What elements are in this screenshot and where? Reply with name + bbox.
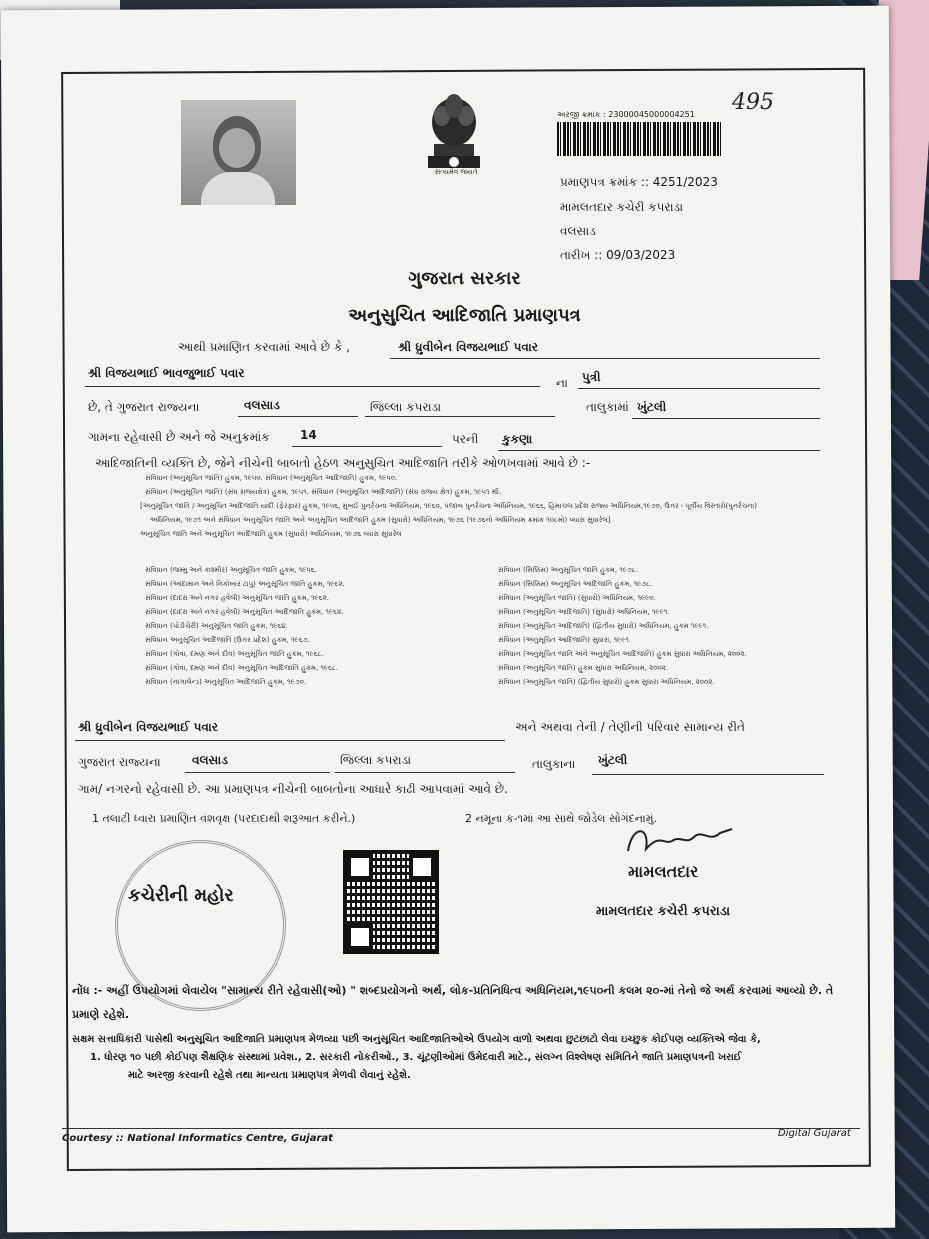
district-label: જિલ્લા કપરાડા xyxy=(370,400,442,414)
title-certificate: અનુસુચિત આદિજાતિ પ્રમાણપત્ર xyxy=(348,305,581,326)
order-right: સંવિધાન (અનુસૂચિત જાતિ) (સુધારો) અધિનિયમ, ૧૯૯૦. xyxy=(498,594,656,602)
serial-label: પરની xyxy=(452,432,479,446)
issue-date: તારીખ :: 09/03/2023 xyxy=(560,248,676,262)
note-text-2: પ્રમાણે રહેશે. xyxy=(72,1008,130,1021)
order-right: સંવિધાન (સિક્કિમ) અનુસૂચિત જાતિ હુકમ, ૧૯૭૮. xyxy=(498,566,638,574)
authority-item: 1. ધોરણ ૧૦ પછી કોઈપણ શૈક્ષણિક સંસ્થામાં પ્રવેશ., 2. સરકારી નોકરીઓ., 3. ચૂંટણીઓમાં ઉમેદવારી માટે., સંલગ્ન વિશ્લેષણ સમિતિને જાતિ પ્રમાણપત્રની ખરાઈ xyxy=(90,1052,742,1063)
handwritten-number: 495 xyxy=(732,90,774,115)
seal-label: કચેરીની મહોર xyxy=(128,885,234,906)
family-text: અને અથવા તેની / તેણીની પરિવાર સામાન્ય રીતે xyxy=(515,720,746,734)
person-name-2: શ્રી ધ્રુવીબેન વિજયભાઈ પવાર xyxy=(78,720,219,734)
order-line: સંવિધાન (અનુસૂચિત જાતિ) હુકમ, ૧૯૫૦. સંવિધાન (અનુસૂચિત આદિજાતિ) હુકમ, ૧૯૫૦. xyxy=(145,474,398,482)
order-left: સંવિધાન (દાદરા અને નગર હવેલી) અનુસૂચિત જાતિ હુકમ, ૧૯૬૨. xyxy=(145,594,329,602)
order-line: અનુસૂચિત જાતિ અને અનુસૂચિત આદિજાતિ હુકમ (સુધારો) અધિનિયમ, ૧૯૭૬ વ્યારા સુધારેલ xyxy=(140,530,402,538)
order-right: સંવિધાન (અનુસૂચિત આદિજાતિ) (સુધારો) અધિનિયમ, ૧૯૯૧. xyxy=(498,608,670,616)
signatory-office: મામલતદાર કચેરી કપરાડા xyxy=(596,904,731,919)
order-right: સંવિધાન (અનુસૂચિત આદિજાતિ) સુધારા, ૧૯૯૧. xyxy=(498,636,631,644)
qr-code xyxy=(343,850,439,954)
order-left: સંવિધાન (પોંડીચેરી) અનુસૂચિત જાતિ હુકમ, ૧૯૬૪. xyxy=(145,622,288,630)
relation-of: ના xyxy=(556,376,568,390)
digital-gujarat-footer: Digital Gujarat xyxy=(778,1128,851,1139)
basis-item-2: 2 નમૂના ક-૧માં આ સાથે જોડેલ સોગંદનામું. xyxy=(465,812,657,825)
barcode xyxy=(557,122,722,156)
relation: પુત્રી xyxy=(582,370,601,384)
serial-number: 14 xyxy=(300,428,317,442)
district: વલસાડ xyxy=(244,398,280,412)
state-2: ગુજરાત રાજ્યના xyxy=(78,755,161,769)
certify-intro: આથી પ્રમાણિત કરવામાં આવે છે કે , xyxy=(178,340,350,354)
tribe-text: આદિજાતિની વ્યક્તિ છે, જેને નીચેની બાબતો હેઠળ અનુસુચિત આદિજાતિ તરીકે ઓળખવામાં આવે છે :- xyxy=(95,456,591,470)
district-2: વલસાડ xyxy=(192,753,228,767)
application-number: અરજી ક્રમાંક : 23000045000004251 xyxy=(557,110,695,119)
order-left: સંવિધાન (ગોવા, દમણ અને દીવ) અનુસૂચિત આદિજાતિ હુકમ, ૧૯૬૮. xyxy=(145,664,339,672)
taluka: ખુંટલી xyxy=(637,400,667,414)
order-right: સંવિધાન (અનુસૂચિત જાતિ) (દ્વિતીય સુધારો) હુકમ સુધારા અધિનિયમ, ૨૦૦૨. xyxy=(498,678,715,686)
certificate-page xyxy=(1,6,895,1233)
taluka-2: ખુંટલી xyxy=(598,753,628,767)
order-right: સંવિધાન (સિક્કિમ) અનુસૂચિત આદિજાતિ હુકમ, ૧૯૭૮. xyxy=(498,580,653,588)
header-district: વલસાડ xyxy=(560,224,596,238)
district-2-label: જિલ્લા કપરાડા xyxy=(340,753,412,767)
order-line: અધિનિયમ, ૧૯૭૧ અને સંવિધાન અનુસૂચિત જાતિ અને અનુસૂચિત આદિજાતિ હુકમ (સુધારો) અધિનિયમ, ૧૯૭૬ (૧૯૭૬નો અધિનિયમ ક્રમાંક ૧૦૮મો) વ્યારા સુધારેલ] xyxy=(150,516,611,524)
order-left: સંવિધાન (જમ્મુ અને કાશ્મીર) અનુસૂચિત જાતિ હુકમ, ૧૯૫૬. xyxy=(145,566,317,574)
order-left: સંવિધાન (નાગાલેન્ડ) અનુસૂચિત આદિજાતિ હુકમ, ૧૯૭૦. xyxy=(145,678,307,686)
order-right: સંવિધાન (અનુસૂચિત જાતિ અને અનુસૂચિત આદિજાતિ) હુકમ સુધારા અધિનિયમ, ૨૦૦૨. xyxy=(498,650,747,658)
note-text: નોંધ :- અહીં ઉપયોગમાં લેવાયેલ "સામાન્ય રીતે રહેવાસી(ઓ) " શબ્દપ્રયોગનો અર્થ, લોક-પ્રતિનિધિત્વ અધિનિયમ,૧૯૫૦ની કલમ ૨૦-માં તેનો જે અર્થ કરવામાં આવ્યો છે. તે xyxy=(72,984,834,997)
order-left: સંવિધાન (આંદામાન અને નિકોબાર ટાપુ) અનુસૂચિત જાતિ હુકમ, ૧૯૬૨. xyxy=(145,580,345,588)
authority-item-2: માટે અરજી કરવાની રહેશે તથા માન્યતા પ્રમાણપત્ર મેળવી લેવાનું રહેશે. xyxy=(128,1070,411,1081)
caste: કુકણા xyxy=(502,432,533,446)
basis-item-1: 1 તલાટી ધ્વારા પ્રમાણિત વંશવૃક્ષ (પરદાદાથી શરૂઆત કરીને.) xyxy=(92,812,356,825)
emblem-caption: સત્યમેવ જયતે xyxy=(434,168,478,176)
taluka-2-label: તાલુકાના xyxy=(532,757,576,771)
person-name: શ્રી ધ્રુવીબેન વિજયભાઈ પવાર xyxy=(398,340,539,354)
applicant-photo xyxy=(181,100,296,205)
certificate-number: પ્રમાણપત્ર ક્રમાંક :: 4251/2023 xyxy=(560,175,718,189)
authority-text: સક્ષમ સત્તાધિકારી પાસેથી અનુસૂચિત આદિજાતિ પ્રમાણપત્ર મેળવ્યા પછી અનુસૂચિત આદિજાતિઓએ ઉપયોગ વાળો અથવા છુટછાટો લેવા ઇચ્છુક કોઈપણ વ્યક્તિએ જેવા કે, xyxy=(72,1034,761,1045)
issuing-office: મામલતદાર કચેરી કપરાડા xyxy=(560,200,684,214)
order-line: સંવિધાન (અનુસૂચિત જાતિ) (સંઘ રાજ્યક્ષેત્ર) હુકમ, ૧૯૫૧. સંવિધાન (અનુસૂચિત આદિજાતિ) (સંઘ રાજ્ય ક્ષેત્ર) હુકમ, ૧૯૫૧ થી. xyxy=(145,488,502,496)
order-right: સંવિધાન (અનુસૂચિત આદિજાતિ) (દ્વિતીય સુધારો) અધિનિયમ, હુકમ ૧૯૯૧. xyxy=(498,622,709,630)
state-emblem-icon xyxy=(420,86,488,178)
order-line: [અનુસૂચિત જાતિ / અનુસૂચિત આદિજાતિ યાદી (ફેરફાર) હુકમ, ૧૯૫૬, મુંબઈ પુનર્રચના અધિનિયમ, ૧૯૬૦, પંજાબ પુનર્રચના અધિનિયમ, ૧૯૬૬, હિમાચલ પ્રદેશ રાજ્ય અધિનિયમ,૧૯૭૦, ઉત્તર - પૂર્વીય વિસ્તારો(પુનર્રચના) xyxy=(140,502,757,510)
courtesy-footer: Courtesy :: National Informatics Centre, Gujarat xyxy=(62,1133,333,1144)
signatory-title: મામલતદાર xyxy=(628,862,699,881)
state-resident-text: છે, તે ગુજરાત રાજ્યના xyxy=(88,400,200,414)
village-text: ગામના રહેવાસી છે અને જે અનુક્રમાંક xyxy=(88,430,270,444)
order-left: સંવિધાન (ગોવા, દમણ અને દીવ) અનુસૂચિત જાતિ હુકમ, ૧૯૬૮. xyxy=(145,650,324,658)
taluka-label: તાલુકામાં xyxy=(586,400,629,414)
signature xyxy=(620,815,740,865)
order-left: સંવિધાન (દાદરા અને નગર હવેલી) અનુસૂચિત આદિજાતિ હુકમ, ૧૯૬૨. xyxy=(145,608,344,616)
basis-text: ગામ/ નગરનો રહેવાસી છે. આ પ્રમાણપત્ર નીચેની બાબતોના આધારે કાઢી આપવામાં આવે છે. xyxy=(78,782,508,796)
father-name: શ્રી વિજયભાઈ ભાવજુભાઈ પવાર xyxy=(88,366,245,380)
order-left: સંવિધાન અનુસૂચિત આદિજાતિ (ઉત્તર પ્રદેશ) હુકમ, ૧૯૬૭. xyxy=(145,636,310,644)
order-right: સંવિધાન (અનુસૂચિત જાતિ) હુકમ સુધારા અધિનિયમ, ૨૦૦૨. xyxy=(498,664,669,672)
title-government: ગુજરાત સરકાર xyxy=(408,268,521,289)
